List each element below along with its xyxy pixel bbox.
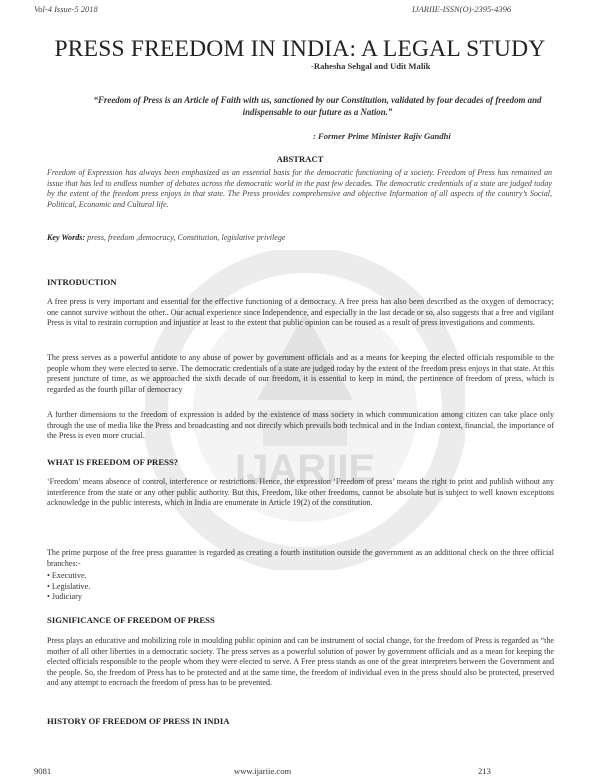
introduction-paragraph-1: A free press is very important and essential for the effective functioning of a democracy. A free press has also been described as the oxygen of democracy; one cannot survive without the other.. Our actual experience since Independence, and especially in the last decade or so, also suggests that a free and vigilant Press is vital to restrain corruption and injustice at least to the extent that public opinion can be roused as a result of press investigations and comments.: [47, 297, 554, 327]
keywords: [47, 233, 552, 242]
abstract-heading: ABSTRACT: [276, 154, 324, 164]
introduction-paragraph-3: A further dimensions to the freedom of expression is added by the existence of mass society in which communication among citizen can take place only through the use of media like the Press and broadcasting and not directly which prevails both technical and in the Indian context, financial, the importance of the Press is even more crucial.: [47, 410, 554, 440]
list-item: • Executive.: [47, 571, 87, 580]
introduction-heading: INTRODUCTION: [47, 277, 117, 287]
keywords-list: press, freedom ,democracy, Constitution, legislative privilege: [85, 233, 286, 242]
journal-volume: Vol-4 Issue-5 2018: [34, 4, 98, 14]
government-branches-list: [47, 571, 90, 603]
keywords-label: Key Words:: [47, 233, 86, 242]
list-item: • Legislative.: [47, 581, 91, 591]
paper-authors: -Rahesha Sehgal and Udit Malik: [311, 61, 431, 71]
what-is-freedom-paragraph-1: ‘Freedom’ means absence of control, interference or restrictions. Hence, the expression ‘Freedom of press’ means the right to print and publish without any interference from the state or any other public authority. But this, Freedom, like other freedoms, cannot be absolute but is subject to well known exceptions acknowledge in the public interests, which in India are enumerate in Article 19(2) of the constitution.: [47, 477, 554, 507]
epigraph-quote: “Freedom of Press is an Article of Faith with us, sanctioned by our Constitution, validated by four decades of freedom and indispensable to our future as a Nation.”: [93, 95, 542, 117]
footer-page-number: 213: [478, 766, 491, 776]
watermark-text: IJARIIE: [234, 447, 376, 491]
footer-website: www.ijariie.com: [234, 766, 292, 776]
significance-heading: SIGNIFICANCE OF FREEDOM OF PRESS: [47, 615, 215, 625]
journal-issn: IJARIIE-ISSN(O)-2395-4396: [412, 4, 512, 14]
introduction-paragraph-2: The press serves as a powerful antidote to any abuse of power by government officials and as a means for keeping the elected officials responsible to the people whom they were elected to serve. The democratic credentials of a state are judged today by the extent of the freedom press enjoys in that state. At this present juncture of time, as we approached the sixth decade of our freedom, it is essential to keep in mind, the pertinence of freedom of press, which is regarded as the fourth pillar of democracy: [47, 353, 554, 394]
footer-paper-id: 9081: [34, 766, 52, 776]
what-is-freedom-paragraph-2: The prime purpose of the free press guarantee is regarded as creating a fourth institution outside the government as an additional check on the three official branches:-: [47, 548, 554, 568]
history-heading: HISTORY OF FREEDOM OF PRESS IN INDIA: [47, 716, 230, 726]
abstract-text: Freedom of Expression has always been emphasized as an essential basis for the democratic functioning of a society. Freedom of Press has remained an issue that has led to endless number of debates across the democratic world in the past few decades. The democratic credentials of a state are judged today by the extent of the freedom press enjoys in that state. The Press provides comprehensive and objective Information of all aspects of the country’s Social, Political, Economic and Cultural life.: [47, 168, 552, 209]
what-is-freedom-heading: WHAT IS FREEDOM OF PRESS?: [47, 457, 179, 467]
paper-title: PRESS FREEDOM IN INDIA: A LEGAL STUDY: [54, 36, 546, 62]
list-item: • Judiciary: [47, 592, 82, 601]
epigraph-source: : Former Prime Minister Rajiv Gandhi: [313, 131, 451, 141]
significance-paragraph: Press plays an educative and mobilizing role in moulding public opinion and can be instrument of social change, for the freedom of Press is regarded as “the mother of all other liberties in a democratic society. The press serves as a powerful solution of power by government officials and as a mean for keeping the elected officials responsible to the people whom they were elected to serve. A Free press stands as one of the great interpreters between the Government and the people. So, the freedom of Press has to be protected and at the same time, the freedom of individual even in the press should also be protected, preserved and any attempt to encroach the freedom of press has to be prevented.: [47, 636, 554, 687]
